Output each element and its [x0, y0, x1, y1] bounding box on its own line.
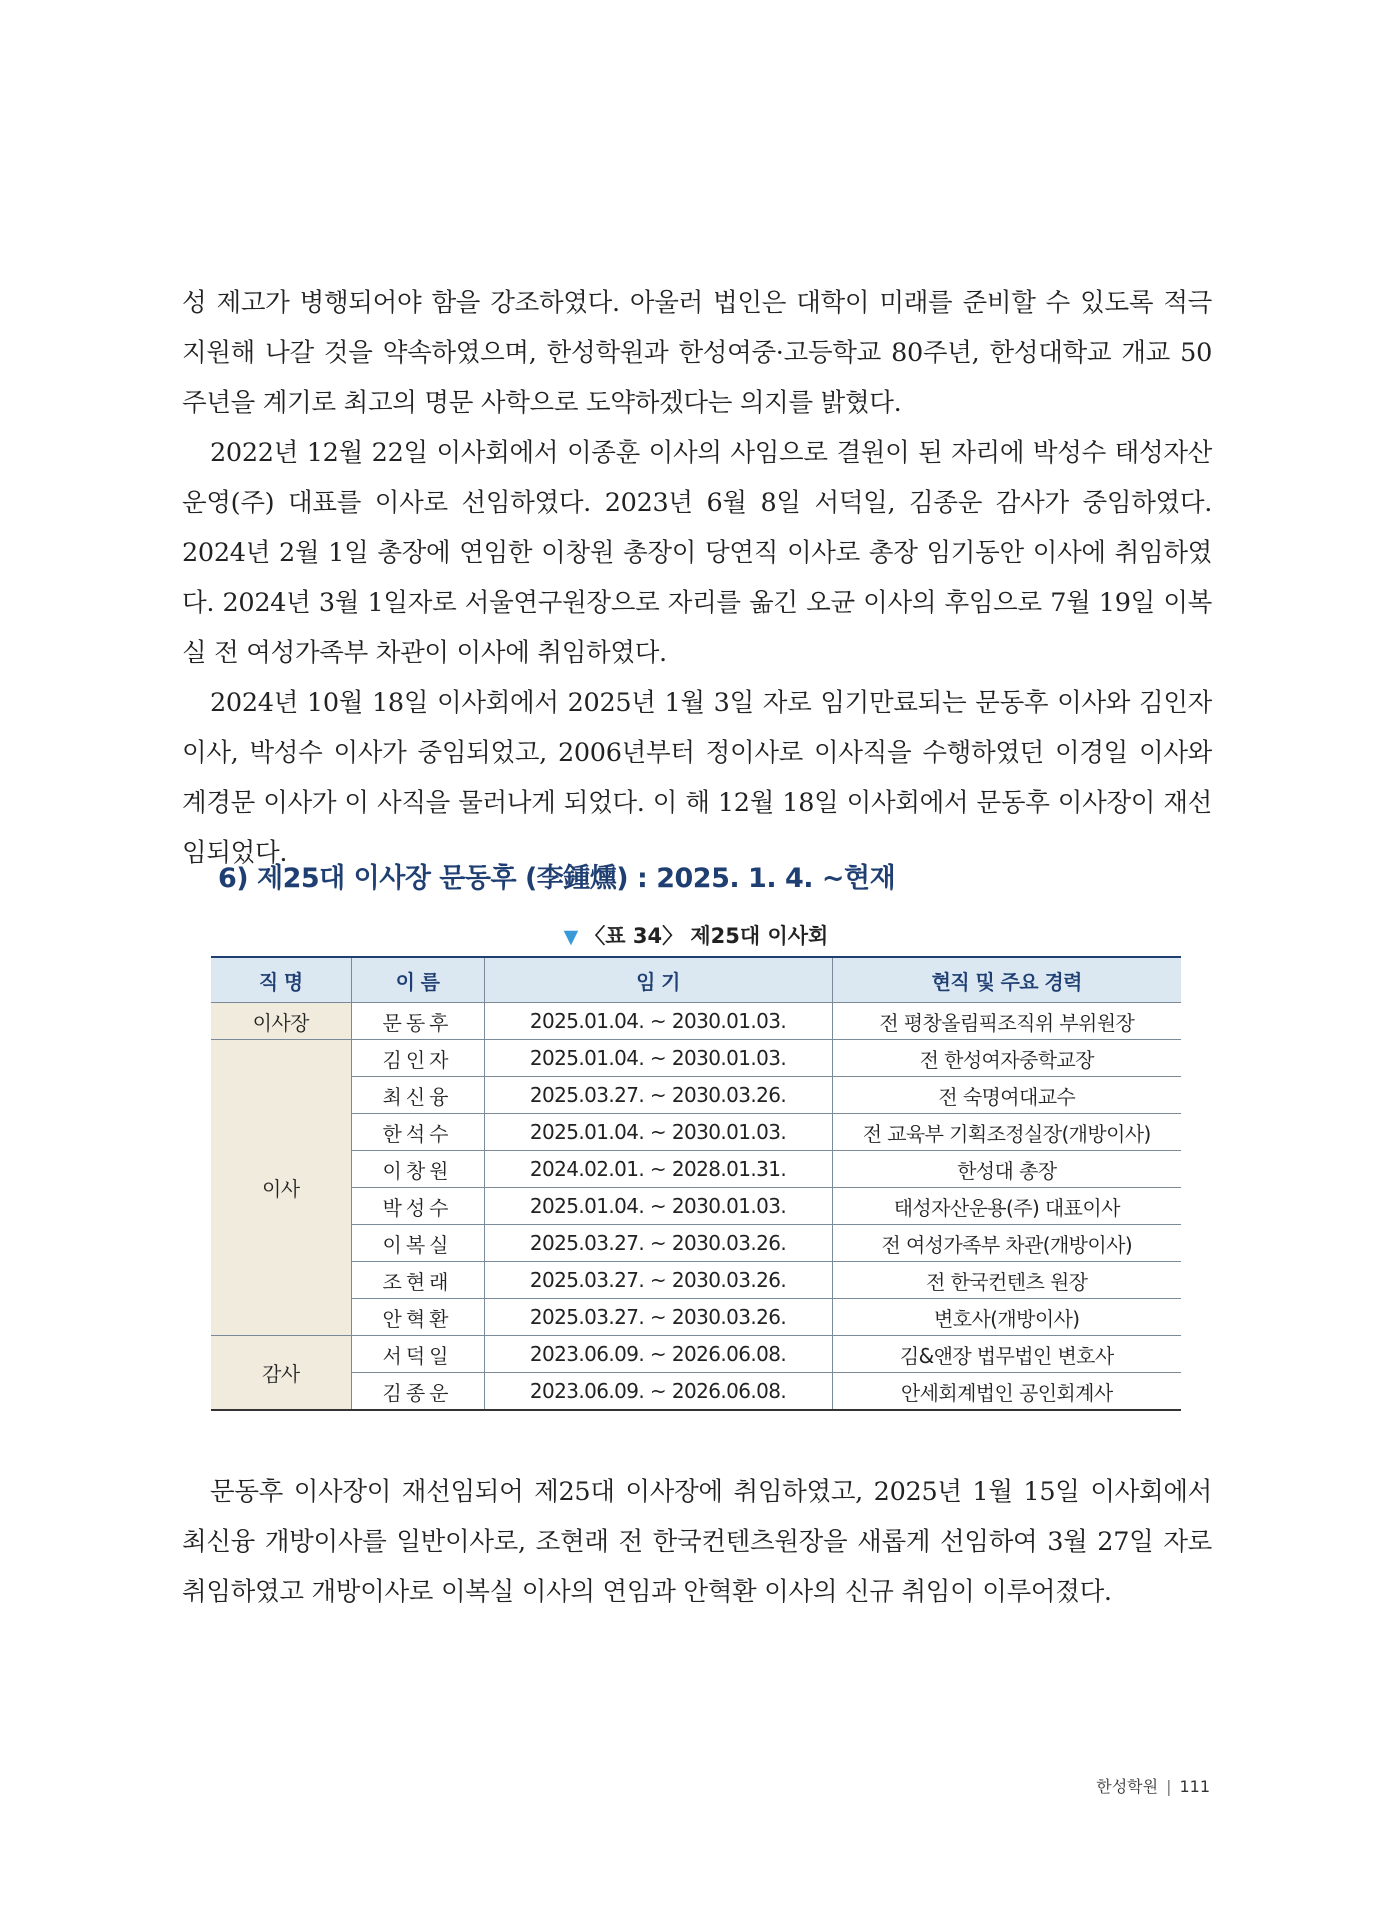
table-row [211, 1188, 1181, 1225]
paragraph: 성 제고가 병행되어야 함을 강조하였다. 아울러 법인은 대학이 미래를 준비할 수 있도록 적극 지원해 나갈 것을 약속하였으며, 한성학원과 한성여중·고등학교 80주년, 한성대학교 개교 50주년을 계기로 최고의 명문 사학으로 도약하겠다는 의지를 밝혔다. [182, 288, 1212, 418]
table-row [211, 1299, 1181, 1336]
header-position: 직 명 [211, 957, 351, 1003]
name-cell: 김종운 [351, 1373, 484, 1411]
name-cell: 한석수 [351, 1114, 484, 1151]
term-cell: 2025.03.27. ~ 2030.03.26. [484, 1077, 832, 1114]
table-row [211, 1336, 1181, 1373]
paragraph: 2022년 12월 22일 이사회에서 이종훈 이사의 사임으로 결원이 된 자리에 박성수 태성자산운영(주) 대표를 이사로 선임하였다. 2023년 6월 8일 서덕일, 김종운 감사가 중임하였다. 2024년 2월 1일 총장에 연임한 이창원 총장이 당연직 이사로 총장 임기동안 이사에 취임하였다. 2024년 3월 1일자로 서울연구원장으로 자리를 옮긴 오균 이사의 후임으로 7월 19일 이복실 전 여성가족부 차관이 이사에 취임하였다. [182, 438, 1212, 668]
career-cell: 변호사(개방이사) [832, 1299, 1181, 1336]
table-row [211, 1151, 1181, 1188]
page-footer [1096, 1774, 1210, 1797]
career-cell: 전 한국컨텐츠 원장 [832, 1262, 1181, 1299]
name-cell: 안혁환 [351, 1299, 484, 1336]
header-term: 임 기 [484, 957, 832, 1003]
name-cell: 최신융 [351, 1077, 484, 1114]
table-row [211, 1373, 1181, 1411]
page-number: 111 [1179, 1777, 1210, 1796]
name-cell: 박성수 [351, 1188, 484, 1225]
triangle-down-icon: ▼ [563, 926, 579, 948]
role-cell: 감사 [211, 1336, 351, 1411]
table-caption-text: 〈표 34〉 제25대 이사회 [584, 924, 829, 948]
name-cell: 서덕일 [351, 1336, 484, 1373]
term-cell: 2025.03.27. ~ 2030.03.26. [484, 1299, 832, 1336]
career-cell: 전 숙명여대교수 [832, 1077, 1181, 1114]
term-cell: 2025.03.27. ~ 2030.03.26. [484, 1262, 832, 1299]
table-row [211, 1040, 1181, 1077]
name-cell: 조현래 [351, 1262, 484, 1299]
footer-separator: | [1166, 1777, 1172, 1796]
publisher-name: 한성학원 [1096, 1777, 1159, 1796]
table-row [211, 1077, 1181, 1114]
term-cell: 2023.06.09. ~ 2026.06.08. [484, 1373, 832, 1411]
role-cell: 이사장 [211, 1003, 351, 1040]
table-row [211, 1262, 1181, 1299]
term-cell: 2025.03.27. ~ 2030.03.26. [484, 1225, 832, 1262]
role-cell: 이사 [211, 1040, 351, 1336]
term-cell: 2025.01.04. ~ 2030.01.03. [484, 1003, 832, 1040]
term-cell: 2025.01.04. ~ 2030.01.03. [484, 1040, 832, 1077]
table-row [211, 1225, 1181, 1262]
career-cell: 전 한성여자중학교장 [832, 1040, 1181, 1077]
term-cell: 2025.01.04. ~ 2030.01.03. [484, 1114, 832, 1151]
table-caption [0, 920, 1392, 950]
name-cell: 김인자 [351, 1040, 484, 1077]
career-cell: 전 여성가족부 차관(개방이사) [832, 1225, 1181, 1262]
career-cell: 한성대 총장 [832, 1151, 1181, 1188]
name-cell: 이복실 [351, 1225, 484, 1262]
term-cell: 2025.01.04. ~ 2030.01.03. [484, 1188, 832, 1225]
career-cell: 김&앤장 법무법인 변호사 [832, 1336, 1181, 1373]
header-name: 이 름 [351, 957, 484, 1003]
body-text-top [182, 278, 1212, 878]
body-text-bottom [182, 1467, 1212, 1617]
header-career: 현직 및 주요 경력 [832, 957, 1181, 1003]
table-row [211, 1003, 1181, 1040]
board-table [211, 956, 1181, 1411]
career-cell: 안세회계법인 공인회계사 [832, 1373, 1181, 1411]
career-cell: 태성자산운용(주) 대표이사 [832, 1188, 1181, 1225]
table-header-row [211, 957, 1181, 1003]
term-cell: 2023.06.09. ~ 2026.06.08. [484, 1336, 832, 1373]
term-cell: 2024.02.01. ~ 2028.01.31. [484, 1151, 832, 1188]
paragraph: 문동후 이사장이 재선임되어 제25대 이사장에 취임하였고, 2025년 1월 15일 이사회에서 최신융 개방이사를 일반이사로, 조현래 전 한국컨텐츠원장을 새롭게 선임하여 3월 27일 자로 취임하였고 개방이사로 이복실 이사의 연임과 안혁환 이사의 신규 취임이 이루어졌다. [182, 1477, 1212, 1607]
paragraph: 2024년 10월 18일 이사회에서 2025년 1월 3일 자로 임기만료되는 문동후 이사와 김인자 이사, 박성수 이사가 중임되었고, 2006년부터 정이사로 이사직을 수행하였던 이경일 이사와 계경문 이사가 이 사직을 물러나게 되었다. 이 해 12월 18일 이사회에서 문동후 이사장이 재선임되었다. [182, 688, 1212, 868]
table-row [211, 1114, 1181, 1151]
section-heading: 6) 제25대 이사장 문동후 (李鍾燻) : 2025. 1. 4. ~현재 [218, 863, 896, 894]
name-cell: 문동후 [351, 1003, 484, 1040]
career-cell: 전 평창올림픽조직위 부위원장 [832, 1003, 1181, 1040]
career-cell: 전 교육부 기획조정실장(개방이사) [832, 1114, 1181, 1151]
name-cell: 이창원 [351, 1151, 484, 1188]
